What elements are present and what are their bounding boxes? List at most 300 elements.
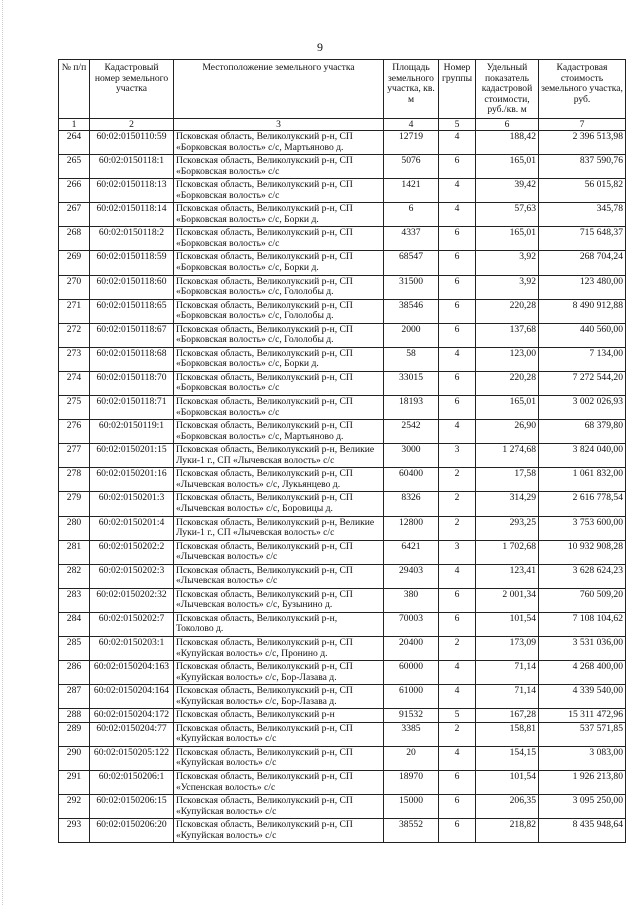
table-row (59, 636, 626, 660)
group-number: 6 (439, 275, 476, 299)
rate-per-sqm: 3,92 (476, 275, 539, 299)
location (174, 251, 384, 275)
rate-per-sqm: 17,58 (476, 468, 539, 492)
location-line-1: Псковская область, Великолукский р-н, СП (176, 661, 353, 673)
location-line-1: Псковская область, Великолукский р-н, СП (176, 275, 353, 287)
column-number: 2 (90, 119, 174, 131)
location-line-2: Токолово д. (176, 623, 224, 635)
cadastral-number: 60:02:0150206:1 (90, 770, 174, 794)
location-line-1: Псковская область, Великолукский р-н, СП (176, 155, 353, 167)
row-number: 290 (59, 746, 90, 770)
cadastral-number: 60:02:0150201:15 (90, 444, 174, 468)
location (174, 709, 384, 723)
location (174, 155, 384, 179)
group-number: 4 (439, 203, 476, 227)
group-number: 6 (439, 371, 476, 395)
area: 20400 (384, 636, 439, 660)
header-row (59, 60, 626, 119)
group-number: 4 (439, 564, 476, 588)
row-number: 266 (59, 179, 90, 203)
location (174, 347, 384, 371)
cadastral-value-table (58, 59, 626, 843)
row-number: 292 (59, 795, 90, 819)
row-number: 286 (59, 661, 90, 685)
cadastral-number: 60:02:0150204:77 (90, 722, 174, 746)
column-number: 6 (476, 119, 539, 131)
group-number: 6 (439, 612, 476, 636)
column-number: 5 (439, 119, 476, 131)
group-number: 6 (439, 323, 476, 347)
location-line-1: Псковская область, Великолукский р-н, СП (176, 819, 353, 831)
table-row (59, 371, 626, 395)
location-line-1: Псковская область, Великолукский р-н, Великие (176, 516, 375, 528)
row-number: 273 (59, 347, 90, 371)
area: 3000 (384, 444, 439, 468)
header-cost: Кадастровая стоимость земельного участка, руб. (539, 60, 626, 119)
area: 6 (384, 203, 439, 227)
header-location: Местоположение земельного участка (174, 60, 384, 119)
location-line-1: Псковская область, Великолукский р-н, СП (176, 468, 353, 480)
cadastral-cost: 3 628 624,23 (539, 564, 626, 588)
location (174, 636, 384, 660)
cadastral-number: 60:02:0150118:70 (90, 371, 174, 395)
group-number: 2 (439, 492, 476, 516)
header-group: Номер группы (439, 60, 476, 119)
row-number: 279 (59, 492, 90, 516)
cadastral-cost: 4 339 540,00 (539, 685, 626, 709)
cadastral-cost: 123 480,00 (539, 275, 626, 299)
cadastral-number: 60:02:0150205:122 (90, 746, 174, 770)
rate-per-sqm: 167,28 (476, 709, 539, 723)
rate-per-sqm: 123,00 (476, 347, 539, 371)
group-number: 4 (439, 420, 476, 444)
area: 60000 (384, 661, 439, 685)
header-cadastral-number: Кадастровый номер земельного участка (90, 60, 174, 119)
cadastral-number: 60:02:0150110:59 (90, 131, 174, 155)
cadastral-number: 60:02:0150201:3 (90, 492, 174, 516)
cadastral-cost: 7 134,00 (539, 347, 626, 371)
cadastral-number: 60:02:0150118:59 (90, 251, 174, 275)
group-number: 5 (439, 709, 476, 723)
row-number: 282 (59, 564, 90, 588)
rate-per-sqm: 218,82 (476, 819, 539, 843)
location (174, 275, 384, 299)
cadastral-cost: 3 095 250,00 (539, 795, 626, 819)
location-line-2: «Лычевская волость» с/с (176, 551, 278, 563)
area: 12719 (384, 131, 439, 155)
group-number: 4 (439, 685, 476, 709)
location (174, 468, 384, 492)
rate-per-sqm: 220,28 (476, 371, 539, 395)
location-line-1: Псковская область, Великолукский р-н, СП (176, 492, 353, 504)
location-line-2: «Купуйская волость» с/с, Пронино д. (176, 647, 328, 659)
location-line-1: Псковская область, Великолукский р-н, Великие (176, 444, 375, 456)
cadastral-number: 60:02:0150118:60 (90, 275, 174, 299)
location-line-2: «Лычевская волость» с/с, Бузынино д. (176, 599, 333, 611)
cadastral-cost: 2 616 778,54 (539, 492, 626, 516)
rate-per-sqm: 39,42 (476, 179, 539, 203)
rate-per-sqm: 165,01 (476, 155, 539, 179)
location-line-1: Псковская область, Великолукский р-н, СП (176, 227, 353, 239)
row-number: 288 (59, 709, 90, 723)
table-row (59, 275, 626, 299)
table-row (59, 468, 626, 492)
location-line-1: Псковская область, Великолукский р-н, СП (176, 588, 353, 600)
table-row (59, 722, 626, 746)
location-line-2: «Купуйская волость» с/с (176, 805, 277, 817)
table-row (59, 770, 626, 794)
location-line-2: «Борковская волость» с/с, Борки д. (176, 213, 319, 225)
location-line-2: Луки-1 г., СП «Лычевская волость» с/с (176, 454, 335, 466)
rate-per-sqm: 3,92 (476, 251, 539, 275)
row-number: 283 (59, 588, 90, 612)
header-num: № п/п (59, 60, 90, 119)
cadastral-number: 60:02:0150118:65 (90, 299, 174, 323)
area: 38552 (384, 819, 439, 843)
location-line-2: «Купуйская волость» с/с (176, 829, 277, 841)
cadastral-number: 60:02:0150118:2 (90, 227, 174, 251)
cadastral-number: 60:02:0150119:1 (90, 420, 174, 444)
area: 33015 (384, 371, 439, 395)
area: 29403 (384, 564, 439, 588)
row-number: 293 (59, 819, 90, 843)
table-row (59, 155, 626, 179)
row-number: 274 (59, 371, 90, 395)
location-line-1: Псковская область, Великолукский р-н, СП (176, 299, 353, 311)
area: 5076 (384, 155, 439, 179)
area: 31500 (384, 275, 439, 299)
rate-per-sqm: 123,41 (476, 564, 539, 588)
row-number: 289 (59, 722, 90, 746)
row-number: 272 (59, 323, 90, 347)
cadastral-number: 60:02:0150118:13 (90, 179, 174, 203)
location-line-2: «Борковская волость» с/с (176, 237, 280, 249)
location (174, 516, 384, 540)
area: 2000 (384, 323, 439, 347)
location (174, 746, 384, 770)
location (174, 661, 384, 685)
cadastral-number: 60:02:0150206:20 (90, 819, 174, 843)
area: 18193 (384, 396, 439, 420)
row-number: 265 (59, 155, 90, 179)
cadastral-number: 60:02:0150202:32 (90, 588, 174, 612)
cadastral-cost: 837 590,76 (539, 155, 626, 179)
table-row (59, 227, 626, 251)
row-number: 264 (59, 131, 90, 155)
location (174, 770, 384, 794)
rate-per-sqm: 188,42 (476, 131, 539, 155)
group-number: 6 (439, 155, 476, 179)
location-line-2: «Купуйская волость» с/с, Бор-Лазава д. (176, 695, 337, 707)
location-line-2: «Купуйская волость» с/с (176, 757, 277, 769)
cadastral-number: 60:02:0150204:164 (90, 685, 174, 709)
cadastral-number: 60:02:0150118:71 (90, 396, 174, 420)
page-number: 9 (317, 40, 323, 54)
rate-per-sqm: 1 702,68 (476, 540, 539, 564)
area: 2542 (384, 420, 439, 444)
group-number: 4 (439, 131, 476, 155)
row-number: 269 (59, 251, 90, 275)
location-line-2: «Лычевская волость» с/с, Лукьянцево д. (176, 478, 341, 490)
table-row (59, 709, 626, 723)
location-line-2: «Борковская волость» с/с, Гололобы д. (176, 310, 334, 322)
location-line-2: «Борковская волость» с/с (176, 165, 280, 177)
area: 38546 (384, 299, 439, 323)
cadastral-cost: 68 379,80 (539, 420, 626, 444)
location (174, 722, 384, 746)
group-number: 6 (439, 299, 476, 323)
area: 6421 (384, 540, 439, 564)
location (174, 371, 384, 395)
row-number: 280 (59, 516, 90, 540)
location (174, 540, 384, 564)
cadastral-cost: 760 509,20 (539, 588, 626, 612)
row-number: 281 (59, 540, 90, 564)
location-line-1: Псковская область, Великолукский р-н, СП (176, 323, 353, 335)
area: 68547 (384, 251, 439, 275)
group-number: 4 (439, 746, 476, 770)
cadastral-number: 60:02:0150203:1 (90, 636, 174, 660)
area: 3385 (384, 722, 439, 746)
location (174, 203, 384, 227)
location-line-2: «Борковская волость» с/с (176, 382, 280, 394)
cadastral-number: 60:02:0150206:15 (90, 795, 174, 819)
table-row (59, 492, 626, 516)
rate-per-sqm: 314,29 (476, 492, 539, 516)
group-number: 6 (439, 795, 476, 819)
cadastral-cost: 10 932 908,28 (539, 540, 626, 564)
area: 380 (384, 588, 439, 612)
location-line-2: «Лычевская волость» с/с, Боровицы д. (176, 502, 333, 514)
area: 91532 (384, 709, 439, 723)
location-line-2: «Борковская волость» с/с, Мартьяново д. (176, 141, 344, 153)
location-line-2: Луки-1 г., СП «Лычевская волость» с/с (176, 527, 335, 539)
rate-per-sqm: 173,09 (476, 636, 539, 660)
rate-per-sqm: 137,68 (476, 323, 539, 347)
table-row (59, 299, 626, 323)
cadastral-cost: 4 268 400,00 (539, 661, 626, 685)
row-number: 285 (59, 636, 90, 660)
location-line-1: Псковская область, Великолукский р-н, СП (176, 746, 353, 758)
location-line-1: Псковская область, Великолукский р-н (176, 709, 335, 721)
location-line-1: Псковская область, Великолукский р-н, СП (176, 203, 353, 215)
cadastral-number: 60:02:0150201:16 (90, 468, 174, 492)
cadastral-cost: 8 490 912,88 (539, 299, 626, 323)
location-line-1: Псковская область, Великолукский р-н, СП (176, 131, 353, 142)
location (174, 323, 384, 347)
location (174, 131, 384, 155)
row-number: 277 (59, 444, 90, 468)
cadastral-cost: 3 083,00 (539, 746, 626, 770)
group-number: 2 (439, 468, 476, 492)
cadastral-number: 60:02:0150204:163 (90, 661, 174, 685)
area: 15000 (384, 795, 439, 819)
table-row (59, 661, 626, 685)
row-number: 276 (59, 420, 90, 444)
group-number: 6 (439, 227, 476, 251)
location (174, 492, 384, 516)
location-line-2: «Борковская волость» с/с, Мартьяново д. (176, 430, 344, 442)
location-line-2: «Лычевская волость» с/с (176, 575, 278, 587)
row-number: 275 (59, 396, 90, 420)
cadastral-cost: 3 753 600,00 (539, 516, 626, 540)
table-row (59, 179, 626, 203)
cadastral-number: 60:02:0150118:1 (90, 155, 174, 179)
area: 70003 (384, 612, 439, 636)
cadastral-number: 60:02:0150118:14 (90, 203, 174, 227)
area: 20 (384, 746, 439, 770)
location (174, 564, 384, 588)
cadastral-cost: 3 002 026,93 (539, 396, 626, 420)
location-line-1: Псковская область, Великолукский р-н, СП (176, 795, 353, 807)
location-line-1: Псковская область, Великолукский р-н, СП (176, 371, 353, 383)
location (174, 612, 384, 636)
area: 58 (384, 347, 439, 371)
rate-per-sqm: 165,01 (476, 396, 539, 420)
table-row (59, 540, 626, 564)
table-row (59, 131, 626, 155)
group-number: 2 (439, 636, 476, 660)
location-line-2: «Борковская волость» с/с, Гололобы д. (176, 286, 334, 298)
group-number: 3 (439, 540, 476, 564)
row-number: 287 (59, 685, 90, 709)
location (174, 795, 384, 819)
cadastral-number: 60:02:0150202:3 (90, 564, 174, 588)
location-line-2: «Успенская волость» с/с (176, 781, 276, 793)
column-number-row (59, 119, 626, 131)
table-row (59, 347, 626, 371)
table-row (59, 685, 626, 709)
page-edge-line (2, 0, 4, 905)
group-number: 3 (439, 444, 476, 468)
area: 8326 (384, 492, 439, 516)
table-row (59, 420, 626, 444)
location (174, 444, 384, 468)
rate-per-sqm: 293,25 (476, 516, 539, 540)
row-number: 291 (59, 770, 90, 794)
rate-per-sqm: 101,54 (476, 770, 539, 794)
header-rate: Удельный показатель кадастровой стоимости, руб./кв. м (476, 60, 539, 119)
table-row (59, 396, 626, 420)
location-line-1: Псковская область, Великолукский р-н, СП (176, 685, 353, 697)
table-row (59, 612, 626, 636)
location-line-1: Псковская область, Великолукский р-н, СП (176, 770, 353, 782)
group-number: 6 (439, 396, 476, 420)
rate-per-sqm: 1 274,68 (476, 444, 539, 468)
area: 1421 (384, 179, 439, 203)
area: 18970 (384, 770, 439, 794)
rate-per-sqm: 2 001,34 (476, 588, 539, 612)
location (174, 685, 384, 709)
column-number: 7 (539, 119, 626, 131)
area: 60400 (384, 468, 439, 492)
area: 12800 (384, 516, 439, 540)
cadastral-cost: 7 108 104,62 (539, 612, 626, 636)
location-line-2: «Борковская волость» с/с, Борки д. (176, 262, 319, 274)
cadastral-number: 60:02:0150202:7 (90, 612, 174, 636)
row-number: 267 (59, 203, 90, 227)
group-number: 4 (439, 179, 476, 203)
table-row (59, 795, 626, 819)
area: 4337 (384, 227, 439, 251)
table-row (59, 444, 626, 468)
location (174, 819, 384, 843)
table-row (59, 564, 626, 588)
group-number: 4 (439, 347, 476, 371)
cadastral-cost: 2 396 513,98 (539, 131, 626, 155)
cadastral-cost: 537 571,85 (539, 722, 626, 746)
cadastral-cost: 268 704,24 (539, 251, 626, 275)
group-number: 6 (439, 770, 476, 794)
location-line-1: Псковская область, Великолукский р-н, СП (176, 179, 353, 191)
cadastral-cost: 7 272 544,20 (539, 371, 626, 395)
location (174, 396, 384, 420)
table-row (59, 746, 626, 770)
cadastral-cost: 3 531 036,00 (539, 636, 626, 660)
rate-per-sqm: 158,81 (476, 722, 539, 746)
rate-per-sqm: 26,90 (476, 420, 539, 444)
location-line-1: Псковская область, Великолукский р-н, СП (176, 251, 353, 263)
column-number: 3 (174, 119, 384, 131)
row-number: 268 (59, 227, 90, 251)
cadastral-cost: 3 824 040,00 (539, 444, 626, 468)
location (174, 299, 384, 323)
row-number: 284 (59, 612, 90, 636)
table-row (59, 588, 626, 612)
group-number: 2 (439, 722, 476, 746)
cadastral-cost: 8 435 948,64 (539, 819, 626, 843)
cadastral-cost: 15 311 472,96 (539, 709, 626, 723)
table-row (59, 516, 626, 540)
group-number: 6 (439, 251, 476, 275)
cadastral-cost: 1 061 832,00 (539, 468, 626, 492)
location-line-1: Псковская область, Великолукский р-н, (176, 612, 338, 624)
location-line-2: «Борковская волость» с/с (176, 406, 280, 418)
group-number: 2 (439, 516, 476, 540)
rate-per-sqm: 71,14 (476, 661, 539, 685)
location (174, 179, 384, 203)
row-number: 271 (59, 299, 90, 323)
cadastral-number: 60:02:0150201:4 (90, 516, 174, 540)
group-number: 6 (439, 588, 476, 612)
cadastral-cost: 1 926 213,80 (539, 770, 626, 794)
location-line-1: Псковская область, Великолукский р-н, СП (176, 564, 353, 576)
location-line-1: Псковская область, Великолукский р-н, СП (176, 347, 353, 359)
column-number: 1 (59, 119, 90, 131)
location-line-1: Псковская область, Великолукский р-н, СП (176, 540, 353, 552)
table-body (59, 131, 626, 843)
cadastral-number: 60:02:0150118:67 (90, 323, 174, 347)
rate-per-sqm: 154,15 (476, 746, 539, 770)
rate-per-sqm: 101,54 (476, 612, 539, 636)
table-row (59, 251, 626, 275)
cadastral-number: 60:02:0150202:2 (90, 540, 174, 564)
rate-per-sqm: 220,28 (476, 299, 539, 323)
location-line-1: Псковская область, Великолукский р-н, СП (176, 396, 353, 408)
location-line-1: Псковская область, Великолукский р-н, СП (176, 420, 353, 432)
location (174, 420, 384, 444)
group-number: 4 (439, 661, 476, 685)
column-number: 4 (384, 119, 439, 131)
header-area: Площадь земельного участка, кв. м (384, 60, 439, 119)
table-row (59, 203, 626, 227)
location-line-1: Псковская область, Великолукский р-н, СП (176, 722, 353, 734)
cadastral-cost: 440 560,00 (539, 323, 626, 347)
rate-per-sqm: 71,14 (476, 685, 539, 709)
cadastral-cost: 56 015,82 (539, 179, 626, 203)
location-line-2: «Борковская волость» с/с, Борки д. (176, 358, 319, 370)
cadastral-number: 60:02:0150204:172 (90, 709, 174, 723)
